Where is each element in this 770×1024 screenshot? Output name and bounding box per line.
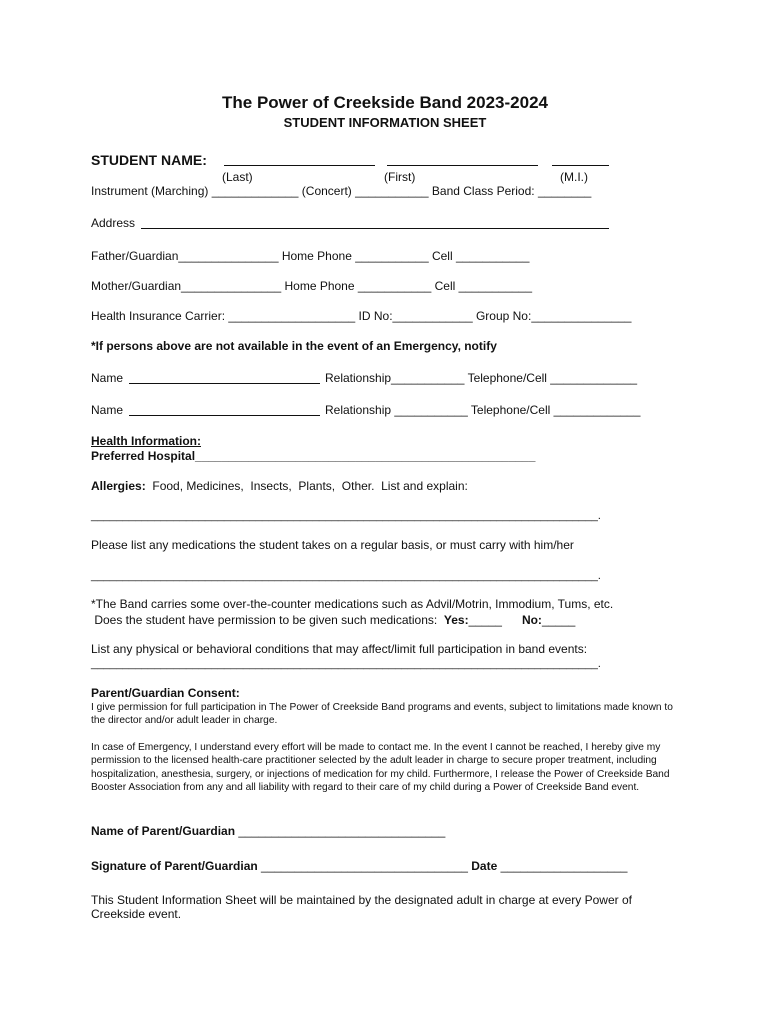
conditions-prompt: List any physical or behavioral conditions that may affect/limit full participation in band events: bbox=[91, 642, 588, 656]
consent-paragraph-1: I give permission for full participation in The Power of Creekside Band programs and events, subject to limitations made known to the director and/or adult leader in charge. bbox=[91, 702, 673, 727]
page-subtitle: STUDENT INFORMATION SHEET bbox=[283, 115, 487, 130]
mother-guardian-line[interactable]: Mother/Guardian_______________ Home Phone ___________ Cell ___________ bbox=[91, 279, 533, 293]
otc-permission-row bbox=[91, 613, 575, 627]
allergies-blank[interactable]: ________________________________________________________________________________. bbox=[91, 510, 601, 522]
parent-name-blank[interactable]: _______________________________ bbox=[235, 824, 446, 838]
health-info-heading: Health Information: bbox=[91, 434, 201, 448]
emergency-name-line[interactable] bbox=[129, 415, 320, 416]
first-name-caption: (First) bbox=[384, 170, 416, 184]
emergency-name-line[interactable] bbox=[129, 383, 320, 384]
signature-blank[interactable]: _______________________________ bbox=[257, 859, 472, 873]
yes-blank[interactable]: _____ bbox=[468, 613, 522, 627]
insurance-line[interactable]: Health Insurance Carrier: ___________________ ID No:____________ Group No:_______________ bbox=[91, 309, 632, 323]
otc-permission-text: Does the student have permission to be given such medications: bbox=[91, 613, 444, 627]
date-label: Date bbox=[471, 859, 498, 873]
middle-initial-line[interactable] bbox=[552, 165, 609, 166]
conditions-blank[interactable]: ________________________________________________________________________________. bbox=[91, 658, 601, 670]
parent-name-label: Name of Parent/Guardian bbox=[91, 824, 236, 838]
emergency-contact-line[interactable]: Relationship ___________ Telephone/Cell _____________ bbox=[325, 403, 641, 417]
middle-initial-caption: (M.I.) bbox=[560, 170, 588, 184]
emergency-heading: *If persons above are not available in the event of an Emergency, notify bbox=[91, 339, 497, 353]
preferred-hospital-line[interactable]: Preferred Hospital___________________________________________________ bbox=[91, 449, 536, 463]
consent-paragraph-2: In case of Emergency, I understand every effort will be made to contact me. In the event I cannot be reached, I hereby give my permission to the licensed health-care practitioner selected by the adult leader in charge to secure proper treatment, including hospitalization, anesthesia, surgery, or injections of medication for my child. Furthermore, I release the Power of Creekside Band Booster Association from any and all liability with regard to their care of my child during a Power of Creekside Band event. bbox=[91, 742, 670, 794]
medications-prompt: Please list any medications the student takes on a regular basis, or must carry with him/her bbox=[91, 538, 574, 552]
emergency-name-label: Name bbox=[91, 403, 124, 417]
allergies-label: Allergies: bbox=[91, 479, 146, 493]
no-blank[interactable]: _____ bbox=[541, 613, 576, 627]
allergies-row bbox=[91, 479, 468, 493]
consent-heading: Parent/Guardian Consent: bbox=[91, 686, 240, 700]
instrument-line[interactable]: Instrument (Marching) _____________ (Concert) ___________ Band Class Period: ________ bbox=[91, 184, 592, 198]
address-label: Address bbox=[91, 216, 136, 230]
yes-label: Yes: bbox=[443, 613, 469, 627]
footer-note: This Student Information Sheet will be maintained by the designated adult in charge at every Power of Creekside event. bbox=[91, 893, 632, 921]
emergency-name-label: Name bbox=[91, 371, 124, 385]
no-label: No: bbox=[521, 613, 542, 627]
page-title: The Power of Creekside Band 2023-2024 bbox=[222, 93, 548, 112]
last-name-line[interactable] bbox=[224, 165, 375, 166]
father-guardian-line[interactable]: Father/Guardian_______________ Home Phone ___________ Cell ___________ bbox=[91, 249, 530, 263]
otc-notice: *The Band carries some over-the-counter medications such as Advil/Motrin, Immodium, Tums, etc. bbox=[91, 597, 614, 611]
medications-blank[interactable]: ________________________________________________________________________________. bbox=[91, 570, 601, 582]
first-name-line[interactable] bbox=[387, 165, 538, 166]
date-blank[interactable]: ___________________ bbox=[497, 859, 628, 873]
emergency-contact-line[interactable]: Relationship___________ Telephone/Cell _____________ bbox=[325, 371, 638, 385]
signature-label: Signature of Parent/Guardian bbox=[91, 859, 258, 873]
last-name-caption: (Last) bbox=[222, 170, 253, 184]
address-line[interactable] bbox=[141, 228, 609, 229]
signature-row bbox=[91, 859, 627, 873]
allergies-text: Food, Medicines, Insects, Plants, Other. List and explain: bbox=[152, 479, 468, 493]
parent-name-row bbox=[91, 824, 445, 838]
student-name-label: STUDENT NAME: bbox=[91, 152, 207, 168]
